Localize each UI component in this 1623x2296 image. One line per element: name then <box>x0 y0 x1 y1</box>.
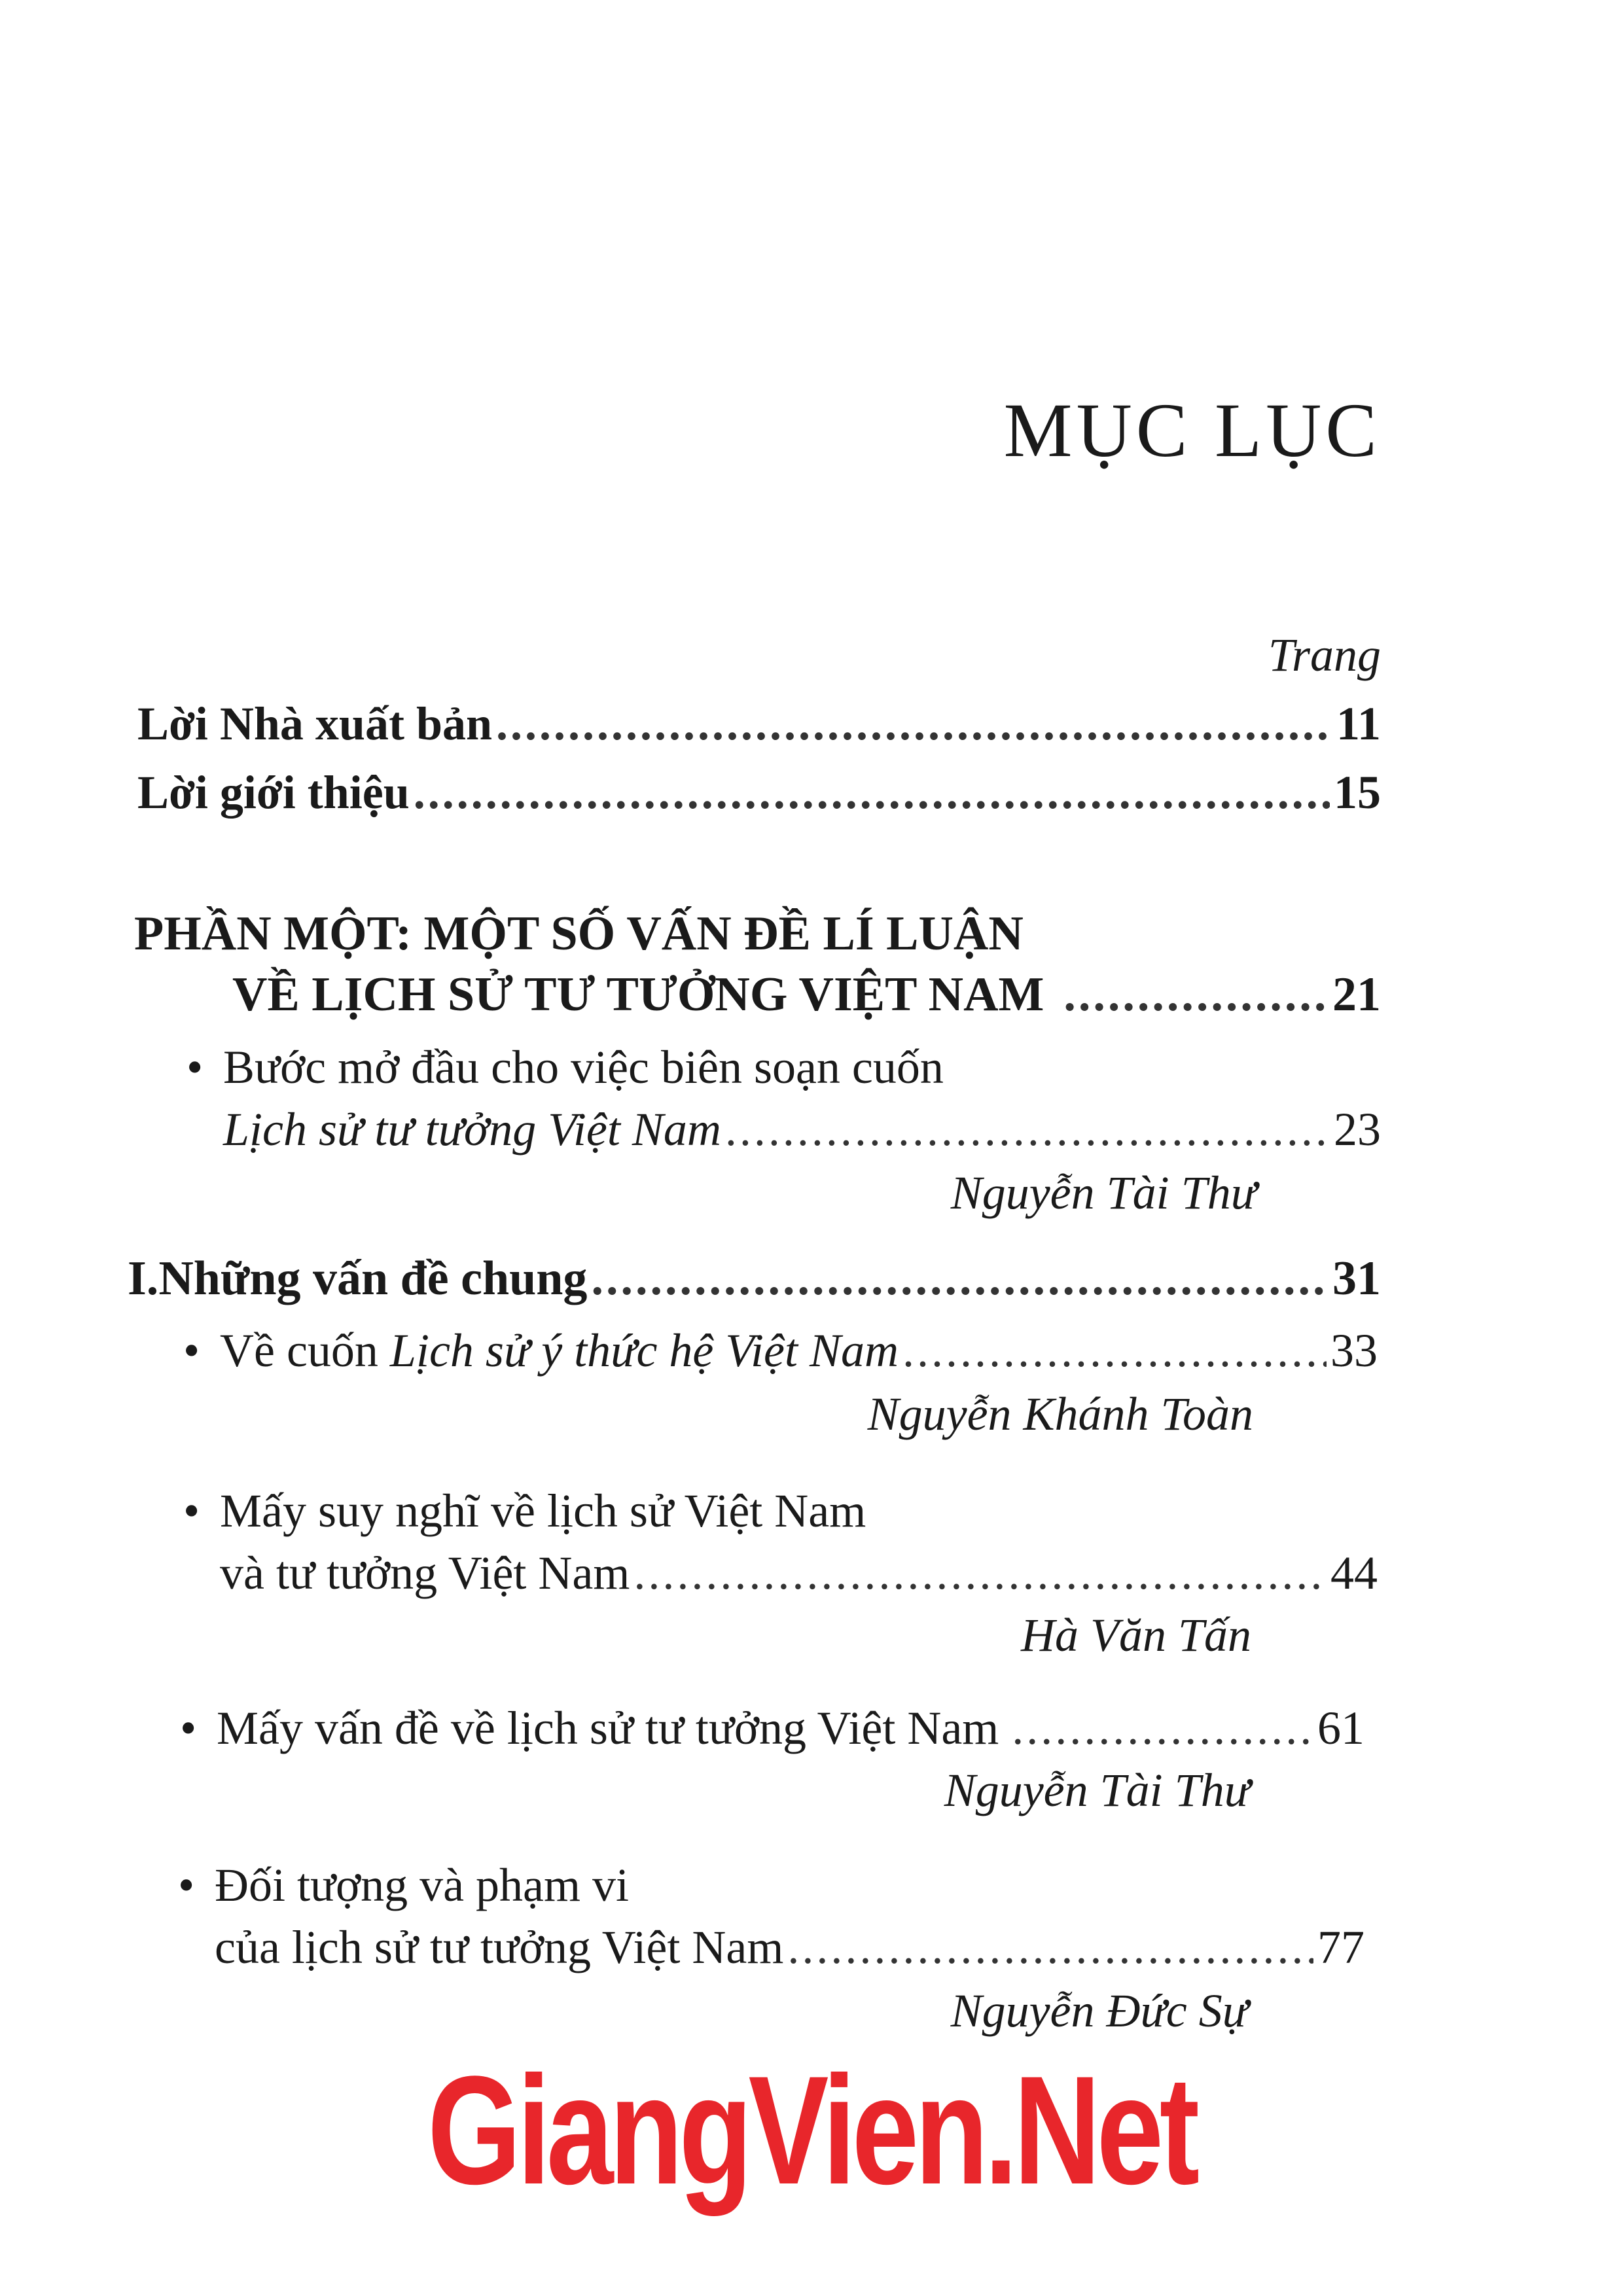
toc-entry-introduction[interactable] <box>137 766 1381 820</box>
toc-entry-label: Lời giới thiệu <box>137 766 410 819</box>
leader-dots <box>591 1251 1329 1307</box>
entry-text: và tư tưởng Việt Nam <box>220 1547 630 1599</box>
leader-dots <box>787 1920 1313 1975</box>
leader-dots <box>902 1324 1327 1378</box>
toc-entry-c[interactable] <box>220 1546 1378 1600</box>
toc-section-1[interactable] <box>128 1251 1381 1307</box>
page-column-label: Trang <box>1268 629 1381 681</box>
toc-entry-page: 44 <box>1330 1547 1378 1599</box>
toc-entry-page: 21 <box>1332 968 1381 1021</box>
leader-dots <box>725 1103 1330 1157</box>
book-title: Lịch sử ý thức hệ Việt Nam <box>389 1324 899 1377</box>
entry-text: của lịch sử tư tưởng Việt Nam <box>215 1921 784 1973</box>
entry-text: Về cuốn <box>220 1324 390 1377</box>
entry-text: Lịch sử tư tưởng Việt Nam <box>223 1103 721 1156</box>
toc-entry-part-one[interactable] <box>232 967 1381 1023</box>
toc-entry-page: 33 <box>1330 1324 1378 1377</box>
leader-dots <box>496 697 1332 751</box>
toc-entry-b[interactable] <box>183 1324 1378 1378</box>
watermark-logo: GiangVien.Net <box>427 2044 1196 2217</box>
toc-entry-e[interactable] <box>215 1920 1364 1975</box>
toc-entry-page: 15 <box>1334 766 1381 819</box>
toc-entry-page: 31 <box>1332 1252 1381 1305</box>
leader-dots <box>633 1546 1327 1600</box>
leader-dots <box>1063 967 1329 1023</box>
toc-entry-page: 23 <box>1334 1103 1381 1156</box>
section-number: I. <box>128 1252 159 1305</box>
toc-entry-d[interactable] <box>180 1701 1364 1756</box>
section-label: Những vấn đề chung <box>158 1252 588 1305</box>
entry-text: Đối tượng và phạm vi <box>215 1859 630 1911</box>
author-name: Hà Văn Tấn <box>1020 1609 1251 1661</box>
toc-entry-a-line1[interactable] <box>187 1040 944 1095</box>
toc-entry-a[interactable] <box>223 1103 1381 1157</box>
toc-entry-page: 77 <box>1317 1921 1364 1973</box>
toc-entry-page: 61 <box>1317 1702 1364 1754</box>
bullet-icon: • <box>183 1485 200 1537</box>
bullet-icon: • <box>180 1702 197 1754</box>
entry-text: Bước mở đầu cho việc biên soạn cuốn <box>223 1041 944 1093</box>
author-name: Nguyễn Đức Sự <box>950 1985 1248 2037</box>
entry-text: Mấy vấn đề về lịch sử tư tưởng Việt Nam <box>217 1702 999 1754</box>
author-name: Nguyễn Khánh Toàn <box>867 1388 1253 1440</box>
toc-entry-publisher-note[interactable] <box>137 697 1381 751</box>
page-title: MỤC LỤC <box>1003 387 1381 473</box>
author-name: Nguyễn Tài Thư <box>950 1167 1257 1219</box>
bullet-icon: • <box>187 1041 204 1093</box>
bullet-icon: • <box>178 1859 195 1911</box>
toc-entry-page: 11 <box>1336 698 1381 750</box>
entry-text: Mấy suy nghĩ về lịch sử Việt Nam <box>220 1485 866 1537</box>
part-heading-line2: VỀ LỊCH SỬ TƯ TƯỞNG VIỆT NAM <box>232 968 1044 1021</box>
author-name: Nguyễn Tài Thư <box>944 1764 1250 1816</box>
toc-entry-label: Lời Nhà xuất bản <box>137 698 493 750</box>
bullet-icon: • <box>183 1324 200 1377</box>
part-heading-line1: PHẦN MỘT: MỘT SỐ VẤN ĐỀ LÍ LUẬN <box>134 907 1024 961</box>
leader-dots <box>1012 1701 1313 1756</box>
toc-entry-e-line1[interactable] <box>178 1858 629 1913</box>
toc-entry-c-line1[interactable] <box>183 1484 866 1538</box>
leader-dots <box>414 766 1330 820</box>
